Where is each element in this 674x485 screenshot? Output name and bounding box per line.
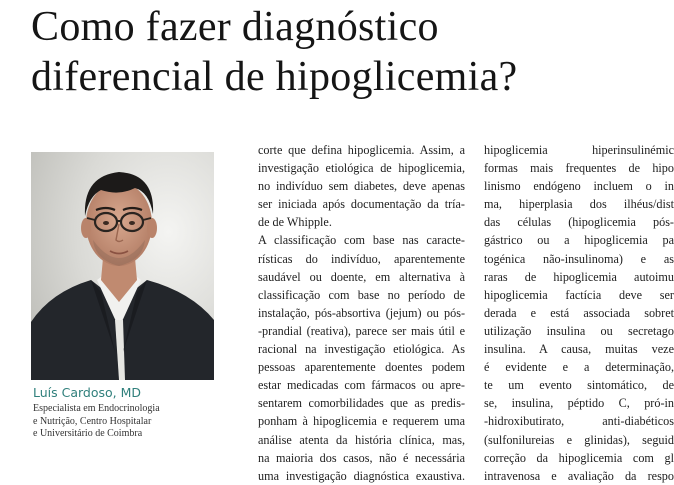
text-line: hipoglicemia factícia deve ser bbox=[484, 287, 674, 302]
text-line: hipoglicemia hiperinsulinémic bbox=[484, 143, 674, 157]
title-line-2: diferencial de hipoglicemia? bbox=[31, 54, 518, 100]
text-line: saudável ou doente, em alternativa à bbox=[258, 269, 465, 284]
text-line: investigação etiológica de hipoglicemia, bbox=[258, 161, 465, 176]
text-line: pessoas aparentemente doentes podem bbox=[258, 360, 465, 375]
text-line: gástrico ou a hipoglicemia pa bbox=[484, 233, 674, 248]
text-line: insulina. A causa, muitas veze bbox=[484, 342, 674, 357]
article-column-1 bbox=[258, 141, 465, 485]
title-line-1: Como fazer diagnóstico bbox=[31, 4, 439, 50]
text-line: estar medicadas com fármacos ou apre- bbox=[258, 378, 465, 393]
text-line: (sulfonilureias e glinidas), seguid bbox=[484, 432, 674, 447]
author-bio-line: Especialista em Endocrinologia bbox=[33, 403, 160, 414]
author-photo bbox=[31, 152, 214, 380]
text-line: no indivíduo sem diabetes, deve apenas bbox=[258, 179, 465, 194]
article-title bbox=[31, 2, 653, 102]
text-line: intravenosa e avaliação da respo bbox=[484, 468, 674, 483]
text-line: te um evento sintomático, de bbox=[484, 378, 674, 393]
text-line: das células (hipoglicemia pós- bbox=[484, 215, 674, 230]
text-line: formas mais frequentes de hipo bbox=[484, 161, 674, 176]
text-line: ponham à hipoglicemia e requerem uma bbox=[258, 414, 465, 429]
article-column-2 bbox=[484, 141, 674, 483]
author-portrait-image bbox=[31, 152, 214, 380]
text-line: análise atenta da história clínica, mas, bbox=[258, 432, 465, 447]
text-line: na maioria dos casos, não é necessária bbox=[258, 450, 465, 465]
text-line: racional na investigação etiológica. As bbox=[258, 342, 465, 357]
author-name: Luís Cardoso, MD bbox=[33, 385, 142, 400]
text-line: A classificação com base nas caracte- bbox=[258, 233, 465, 248]
text-line: ma, hiperplasia dos ilhéus/dist bbox=[484, 197, 674, 212]
text-line: utilização insulina ou secretago bbox=[484, 323, 674, 338]
text-line: classificação com base no período de bbox=[258, 287, 465, 302]
text-line: togénica não-insulinoma) e as bbox=[484, 251, 674, 266]
text-line: -prandial (reativa), parece ser mais útil e bbox=[258, 323, 465, 338]
text-line: linismo endógeno incluem o in bbox=[484, 179, 674, 194]
text-line: de de Whipple. bbox=[258, 215, 332, 230]
text-line: rísticas do indivíduo, aparentemente bbox=[258, 251, 465, 266]
author-bio-line: e Universitário de Coimbra bbox=[33, 428, 143, 439]
author-bio bbox=[33, 403, 223, 441]
text-line: uma investigação diagnóstica exaustiva. bbox=[258, 468, 465, 483]
text-line: sentarem comorbilidades que as predis- bbox=[258, 396, 465, 411]
text-line: é evidente e a determinação, bbox=[484, 360, 674, 375]
text-line: instalação, pós-absortiva (jejum) ou pós- bbox=[258, 305, 465, 320]
text-line: corte que defina hipoglicemia. Assim, a bbox=[258, 143, 465, 157]
text-line: -hidroxibutirato, anti-diabéticos bbox=[484, 414, 674, 429]
text-line: se, insulina, péptido C, pró-in bbox=[484, 396, 674, 411]
text-line: derada e está associada sobret bbox=[484, 305, 674, 320]
text-line: raras de hipoglicemia autoimu bbox=[484, 269, 674, 284]
author-bio-line: e Nutrição, Centro Hospitalar bbox=[33, 415, 152, 427]
text-line: correção da hipoglicemia com gl bbox=[484, 450, 674, 465]
text-line: ser iniciada após documentação da tría- bbox=[258, 197, 465, 212]
